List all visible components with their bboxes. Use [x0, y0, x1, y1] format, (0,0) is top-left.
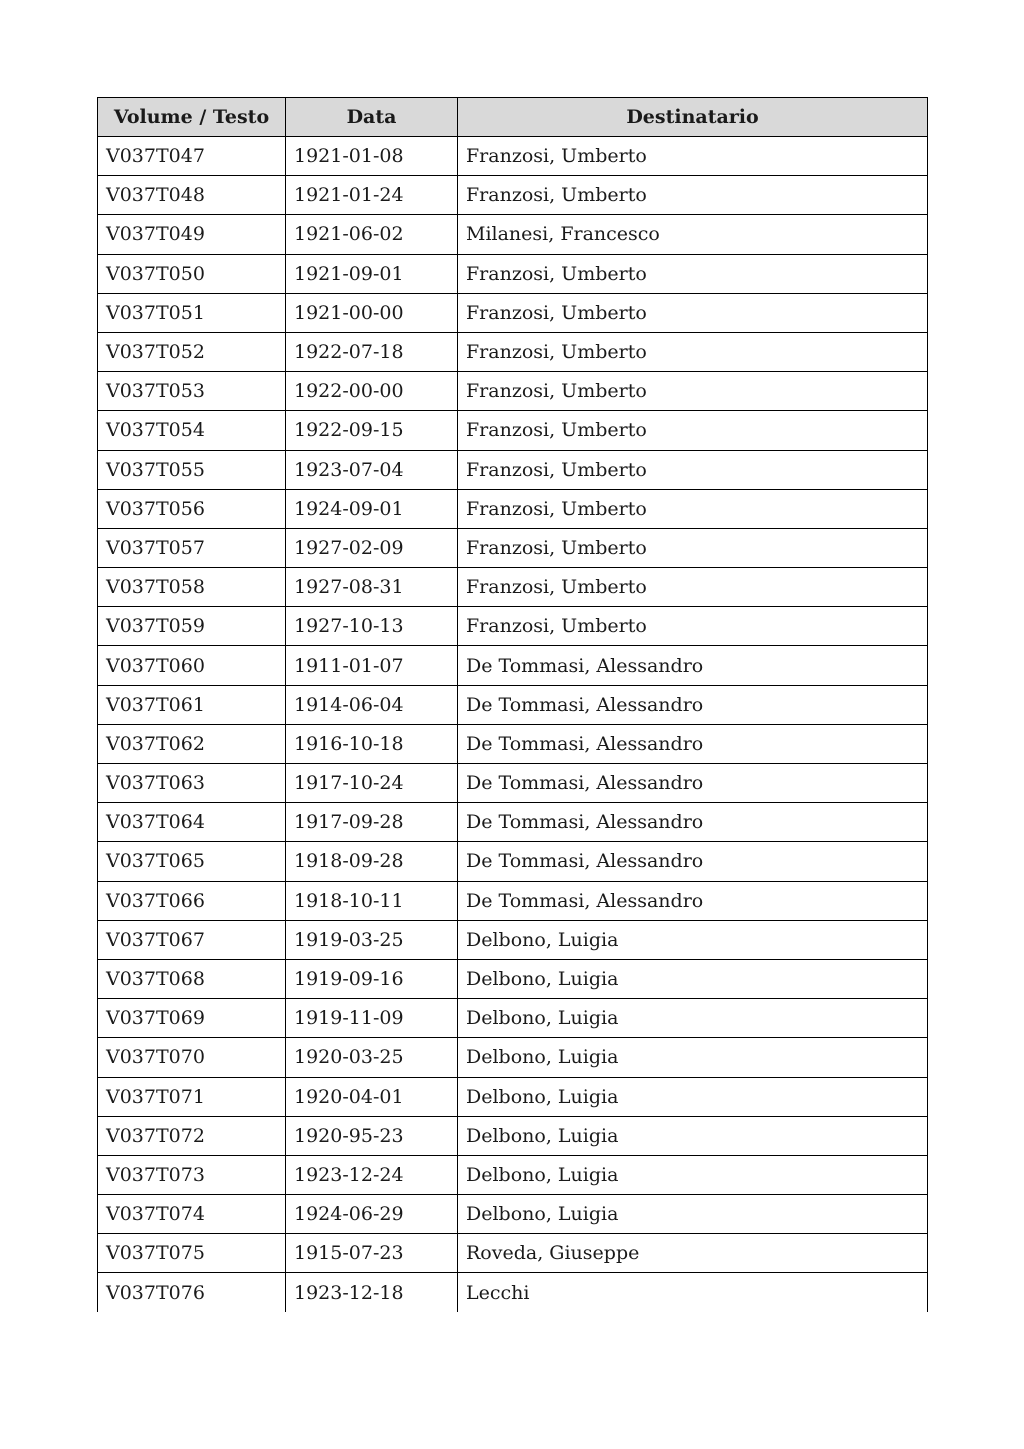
table-row [98, 803, 928, 842]
table-header-row [98, 98, 928, 137]
cell-data: 1914-06-04 [286, 685, 458, 724]
cell-volume-testo: V037T070 [98, 1038, 286, 1077]
cell-volume-testo: V037T067 [98, 920, 286, 959]
table-row [98, 646, 928, 685]
cell-data: 1921-01-08 [286, 137, 458, 176]
cell-volume-testo: V037T053 [98, 372, 286, 411]
table-row [98, 215, 928, 254]
cell-destinatario: Delbono, Luigia [458, 999, 928, 1038]
cell-destinatario: De Tommasi, Alessandro [458, 764, 928, 803]
cell-volume-testo: V037T052 [98, 332, 286, 371]
cell-data: 1917-10-24 [286, 764, 458, 803]
cell-destinatario: Milanesi, Francesco [458, 215, 928, 254]
cell-volume-testo: V037T069 [98, 999, 286, 1038]
table-row [98, 764, 928, 803]
cell-volume-testo: V037T076 [98, 1273, 286, 1312]
cell-data: 1915-07-23 [286, 1234, 458, 1273]
cell-destinatario: Lecchi [458, 1273, 928, 1312]
table-row [98, 1077, 928, 1116]
table-row [98, 176, 928, 215]
cell-destinatario: Delbono, Luigia [458, 1038, 928, 1077]
header-data: Data [286, 98, 458, 137]
cell-data: 1911-01-07 [286, 646, 458, 685]
table-row [98, 450, 928, 489]
cell-destinatario: De Tommasi, Alessandro [458, 646, 928, 685]
cell-destinatario: Franzosi, Umberto [458, 332, 928, 371]
cell-destinatario: Franzosi, Umberto [458, 293, 928, 332]
table-row [98, 685, 928, 724]
table-row [98, 1116, 928, 1155]
cell-volume-testo: V037T055 [98, 450, 286, 489]
cell-destinatario: Delbono, Luigia [458, 920, 928, 959]
cell-volume-testo: V037T061 [98, 685, 286, 724]
cell-data: 1917-09-28 [286, 803, 458, 842]
cell-data: 1918-10-11 [286, 881, 458, 920]
table-row [98, 881, 928, 920]
cell-volume-testo: V037T064 [98, 803, 286, 842]
cell-volume-testo: V037T063 [98, 764, 286, 803]
cell-volume-testo: V037T066 [98, 881, 286, 920]
cell-volume-testo: V037T047 [98, 137, 286, 176]
cell-data: 1919-03-25 [286, 920, 458, 959]
cell-destinatario: Franzosi, Umberto [458, 568, 928, 607]
cell-volume-testo: V037T054 [98, 411, 286, 450]
cell-data: 1920-03-25 [286, 1038, 458, 1077]
cell-data: 1918-09-28 [286, 842, 458, 881]
cell-destinatario: Delbono, Luigia [458, 1155, 928, 1194]
cell-data: 1921-06-02 [286, 215, 458, 254]
table-row [98, 999, 928, 1038]
cell-destinatario: Franzosi, Umberto [458, 137, 928, 176]
header-volume-testo: Volume / Testo [98, 98, 286, 137]
cell-destinatario: Franzosi, Umberto [458, 607, 928, 646]
cell-volume-testo: V037T060 [98, 646, 286, 685]
cell-data: 1927-02-09 [286, 528, 458, 567]
cell-volume-testo: V037T059 [98, 607, 286, 646]
cell-volume-testo: V037T049 [98, 215, 286, 254]
cell-destinatario: De Tommasi, Alessandro [458, 724, 928, 763]
table-row [98, 1234, 928, 1273]
cell-volume-testo: V037T062 [98, 724, 286, 763]
cell-destinatario: Delbono, Luigia [458, 1116, 928, 1155]
cell-data: 1922-00-00 [286, 372, 458, 411]
table-row [98, 1038, 928, 1077]
cell-destinatario: Franzosi, Umberto [458, 176, 928, 215]
cell-volume-testo: V037T068 [98, 959, 286, 998]
cell-data: 1916-10-18 [286, 724, 458, 763]
cell-volume-testo: V037T051 [98, 293, 286, 332]
cell-volume-testo: V037T075 [98, 1234, 286, 1273]
table-row [98, 842, 928, 881]
cell-destinatario: Franzosi, Umberto [458, 489, 928, 528]
cell-data: 1921-01-24 [286, 176, 458, 215]
table-row [98, 489, 928, 528]
cell-destinatario: De Tommasi, Alessandro [458, 685, 928, 724]
cell-data: 1922-07-18 [286, 332, 458, 371]
table-row [98, 1155, 928, 1194]
table-row [98, 293, 928, 332]
cell-volume-testo: V037T056 [98, 489, 286, 528]
cell-destinatario: Franzosi, Umberto [458, 254, 928, 293]
table-row [98, 724, 928, 763]
cell-data: 1922-09-15 [286, 411, 458, 450]
cell-data: 1927-08-31 [286, 568, 458, 607]
cell-volume-testo: V037T065 [98, 842, 286, 881]
cell-volume-testo: V037T073 [98, 1155, 286, 1194]
table-row [98, 959, 928, 998]
table-row [98, 411, 928, 450]
cell-data: 1923-07-04 [286, 450, 458, 489]
cell-destinatario: Franzosi, Umberto [458, 450, 928, 489]
letters-table [97, 97, 928, 1312]
cell-destinatario: De Tommasi, Alessandro [458, 803, 928, 842]
cell-data: 1919-11-09 [286, 999, 458, 1038]
cell-destinatario: Delbono, Luigia [458, 1195, 928, 1234]
cell-data: 1924-06-29 [286, 1195, 458, 1234]
cell-data: 1923-12-24 [286, 1155, 458, 1194]
cell-data: 1920-95-23 [286, 1116, 458, 1155]
header-destinatario: Destinatario [458, 98, 928, 137]
cell-destinatario: Franzosi, Umberto [458, 528, 928, 567]
cell-volume-testo: V037T072 [98, 1116, 286, 1155]
table-row [98, 568, 928, 607]
table-row [98, 254, 928, 293]
cell-data: 1927-10-13 [286, 607, 458, 646]
cell-data: 1921-00-00 [286, 293, 458, 332]
cell-destinatario: Franzosi, Umberto [458, 411, 928, 450]
cell-destinatario: Roveda, Giuseppe [458, 1234, 928, 1273]
cell-destinatario: Delbono, Luigia [458, 959, 928, 998]
table-row [98, 137, 928, 176]
cell-destinatario: De Tommasi, Alessandro [458, 842, 928, 881]
cell-destinatario: Delbono, Luigia [458, 1077, 928, 1116]
table-row [98, 607, 928, 646]
cell-volume-testo: V037T058 [98, 568, 286, 607]
cell-data: 1921-09-01 [286, 254, 458, 293]
cell-volume-testo: V037T071 [98, 1077, 286, 1116]
table-body [98, 137, 928, 1313]
table-row [98, 1273, 928, 1312]
cell-volume-testo: V037T074 [98, 1195, 286, 1234]
cell-volume-testo: V037T057 [98, 528, 286, 567]
cell-data: 1920-04-01 [286, 1077, 458, 1116]
cell-destinatario: De Tommasi, Alessandro [458, 881, 928, 920]
table-row [98, 528, 928, 567]
cell-data: 1924-09-01 [286, 489, 458, 528]
table-row [98, 332, 928, 371]
cell-data: 1923-12-18 [286, 1273, 458, 1312]
table-row [98, 920, 928, 959]
table-row [98, 1195, 928, 1234]
table-row [98, 372, 928, 411]
cell-volume-testo: V037T048 [98, 176, 286, 215]
cell-volume-testo: V037T050 [98, 254, 286, 293]
cell-destinatario: Franzosi, Umberto [458, 372, 928, 411]
cell-data: 1919-09-16 [286, 959, 458, 998]
